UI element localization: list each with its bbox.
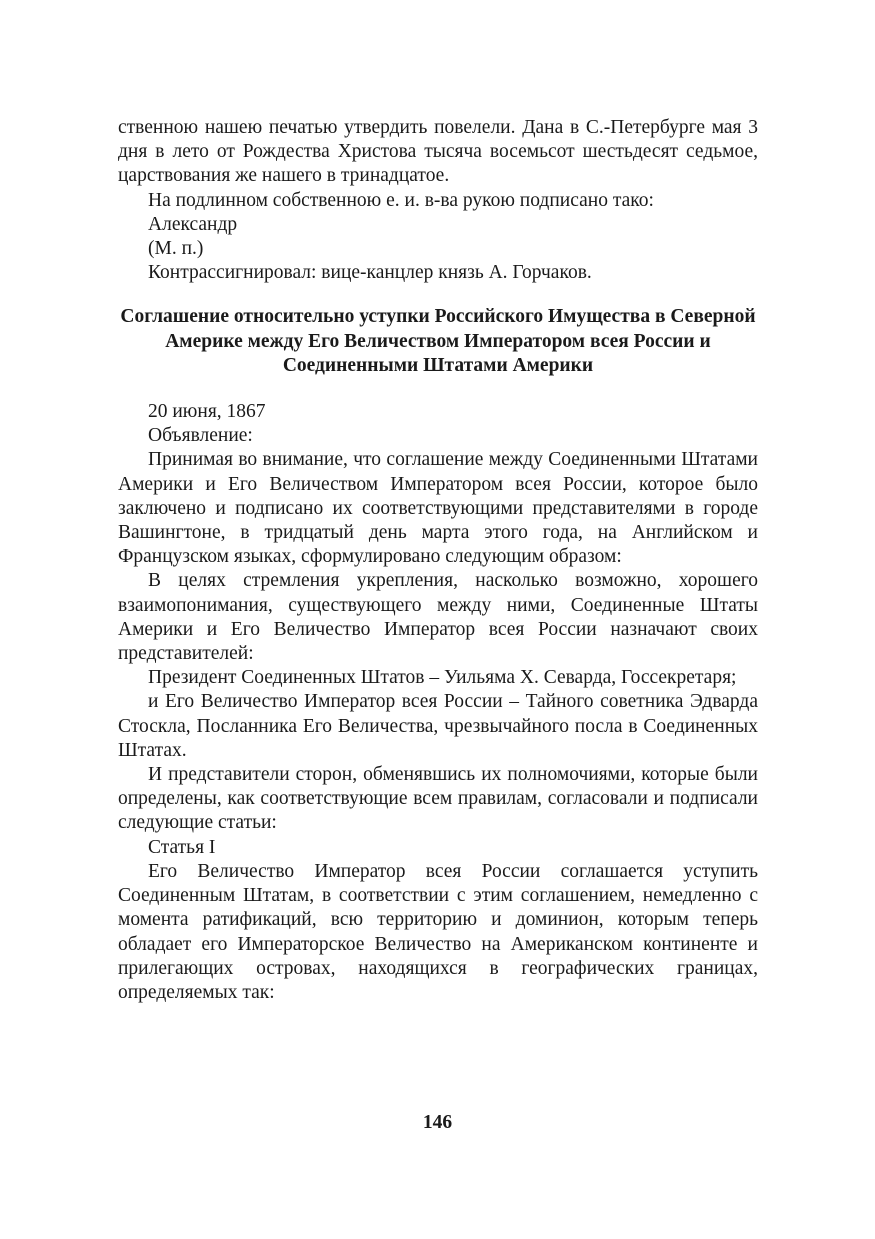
paragraph-preamble: Принимая во внимание, что соглашение между Соединенными Штатами Америки и Его Величеством Императором всея России, которое было заключено и подписано их соответствующими представителями в городе Вашингтоне, в тридцатый день марта этого года, на Английском и Французском языках, сформулировано следующим образом: — [118, 449, 758, 568]
section-heading: Соглашение относительно уступки Российского Имущества в Северной Америке между Его Величеством Императором всея России и Соединенными Штатами Америки — [120, 306, 756, 376]
paragraph-date: 20 июня, 1867 — [148, 401, 266, 423]
paragraph-us-representative: Президент Соединенных Штатов – Уильяма Х. Севарда, Госсекретаря; — [148, 667, 737, 689]
article-title: Статья I — [148, 836, 216, 858]
paragraph-russian-representative: и Его Величество Император всея России – Тайного советника Эдварда Стоскла, Посланника Его Величества, чрезвычайного посла в Соединенных Штатах. — [118, 691, 758, 761]
paragraph-signature-note: На подлинном собственною е. и. в-ва рукою подписано тако: — [148, 189, 654, 211]
paragraph-announcement: Объявление: — [148, 425, 253, 447]
document-page — [118, 116, 758, 1005]
page-number: 146 — [422, 1112, 453, 1133]
paragraph-signer-name: Александр — [148, 213, 238, 235]
paragraph-purpose: В целях стремления укрепления, насколько возможно, хорошего взаимопонимания, существующего между ними, Соединенные Штаты Америки и Его Величество Император всея России назначают своих представителей: — [118, 570, 758, 665]
paragraph-continuation: ственною нашею печатью утвердить повелели. Дана в С.-Петербурге мая 3 дня в лето от Рождества Христова тысяча восемьсот шестьдесят седьмое, царствования же нашего в тринадцатое. — [118, 117, 758, 187]
paragraph-seal-mark: (М. п.) — [148, 238, 204, 260]
paragraph-countersignature: Контрассигнировал: вице-канцлер князь А. Горчаков. — [148, 262, 592, 284]
paragraph-article-1: Его Величество Император всея России соглашается уступить Соединенным Штатам, в соответствии с этим соглашением, немедленно с момента ратификаций, всю территорию и доминион, которым теперь обладает его Императорское Величество на Американском континенте и прилегающих островах, находящихся в географических границах, определяемых так: — [118, 860, 758, 1003]
paragraph-agreement: И представители сторон, обменявшись их полномочиями, которые были определены, как соответствующие всем правилам, согласовали и подписали следующие статьи: — [118, 764, 758, 834]
